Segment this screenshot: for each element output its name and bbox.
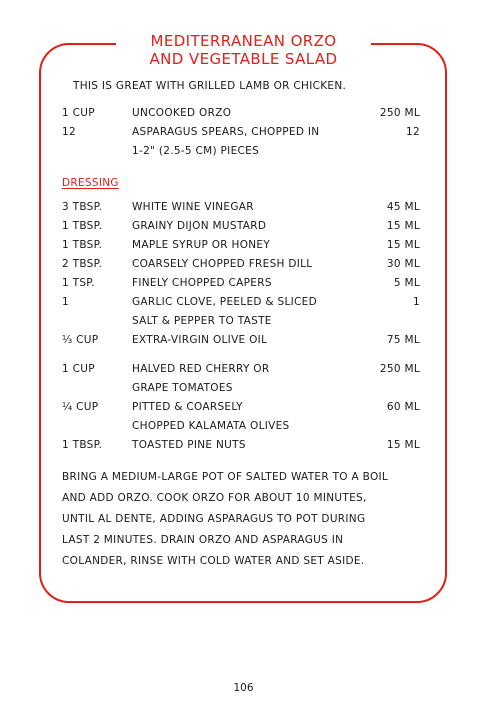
ingredient-row xyxy=(62,142,420,161)
ingredient-qty: 1 TBSP. xyxy=(62,220,103,232)
ingredient-qty: 2 TBSP. xyxy=(62,258,103,270)
ingredient-metric: 250 ML xyxy=(379,107,420,119)
page-number: 106 xyxy=(233,682,254,694)
method-line: BRING A MEDIUM-LARGE POT OF SALTED WATER TO A BOIL xyxy=(62,471,389,483)
ingredient-row xyxy=(62,417,420,436)
ingredient-qty: 1 CUP xyxy=(62,107,95,119)
ingredient-metric: 15 ML xyxy=(386,220,420,232)
ingredient-row xyxy=(62,436,420,455)
ingredient-metric: 5 ML xyxy=(393,277,420,289)
ingredient-name: ASPARAGUS SPEARS, CHOPPED IN xyxy=(132,126,320,138)
ingredient-name: WHITE WINE VINEGAR xyxy=(132,201,254,213)
ingredient-name: EXTRA-VIRGIN OLIVE OIL xyxy=(132,334,268,346)
title-line-2: AND VEGETABLE SALAD xyxy=(149,50,338,68)
ingredient-metric: 15 ML xyxy=(386,439,420,451)
ingredient-name: SALT & PEPPER TO TASTE xyxy=(132,315,272,327)
ingredient-name: GRAINY DIJON MUSTARD xyxy=(132,220,267,232)
ingredient-qty: 1 xyxy=(62,296,69,308)
ingredient-qty: 3 TBSP. xyxy=(62,201,103,213)
ingredient-qty: ⅓ CUP xyxy=(62,334,99,346)
ingredient-name: FINELY CHOPPED CAPERS xyxy=(132,277,272,289)
dressing-row xyxy=(62,217,420,236)
ingredient-name: HALVED RED CHERRY OR xyxy=(132,363,270,375)
ingredient-name: CHOPPED KALAMATA OLIVES xyxy=(132,420,290,432)
ingredient-name: GARLIC CLOVE, PEELED & SLICED xyxy=(132,296,318,308)
recipe-intro: THIS IS GREAT WITH GRILLED LAMB OR CHICKEN. xyxy=(73,80,347,92)
dressing-row xyxy=(62,331,420,350)
ingredient-row xyxy=(62,104,420,123)
ingredient-metric: 15 ML xyxy=(386,239,420,251)
ingredient-metric: 75 ML xyxy=(386,334,420,346)
ingredient-row xyxy=(62,379,420,398)
ingredient-metric: 60 ML xyxy=(386,401,420,413)
dressing-row xyxy=(62,274,420,293)
ingredient-row xyxy=(62,398,420,417)
ingredient-metric: 250 ML xyxy=(379,363,420,375)
method-line: COLANDER, RINSE WITH COLD WATER AND SET ASIDE. xyxy=(62,555,365,567)
recipe-method xyxy=(62,467,388,572)
ingredient-qty: 1 TSP. xyxy=(62,277,95,289)
title-line-1: MEDITERRANEAN ORZO xyxy=(150,32,337,50)
ingredient-qty: 1 CUP xyxy=(62,363,95,375)
ingredient-metric: 30 ML xyxy=(386,258,420,270)
method-line: LAST 2 MINUTES. DRAIN ORZO AND ASPARAGUS IN xyxy=(62,534,344,546)
dressing-row xyxy=(62,198,420,217)
dressing-heading: DRESSING xyxy=(62,177,119,189)
dressing-row xyxy=(62,236,420,255)
ingredient-row xyxy=(62,123,420,142)
ingredient-qty: 1 TBSP. xyxy=(62,239,103,251)
ingredient-metric: 12 xyxy=(406,126,420,138)
method-line: AND ADD ORZO. COOK ORZO FOR ABOUT 10 MINUTES, xyxy=(62,492,367,504)
dressing-row xyxy=(62,312,420,331)
ingredient-qty: ¼ CUP xyxy=(62,401,99,413)
recipe-title xyxy=(116,32,371,68)
ingredient-name: COARSELY CHOPPED FRESH DILL xyxy=(132,258,313,270)
ingredient-name: PITTED & COARSELY xyxy=(132,401,243,413)
ingredient-name: MAPLE SYRUP OR HONEY xyxy=(132,239,271,251)
dressing-row xyxy=(62,293,420,312)
ingredient-name: TOASTED PINE NUTS xyxy=(132,439,246,451)
ingredient-name: 1-2" (2.5-5 CM) PIECES xyxy=(132,145,260,157)
ingredient-name: UNCOOKED ORZO xyxy=(132,107,232,119)
method-line: UNTIL AL DENTE, ADDING ASPARAGUS TO POT DURING xyxy=(62,513,366,525)
ingredient-metric: 45 ML xyxy=(386,201,420,213)
dressing-row xyxy=(62,255,420,274)
ingredient-qty: 12 xyxy=(62,126,76,138)
ingredient-name: GRAPE TOMATOES xyxy=(132,382,233,394)
ingredient-row xyxy=(62,360,420,379)
ingredient-qty: 1 TBSP. xyxy=(62,439,103,451)
ingredient-metric: 1 xyxy=(413,296,420,308)
